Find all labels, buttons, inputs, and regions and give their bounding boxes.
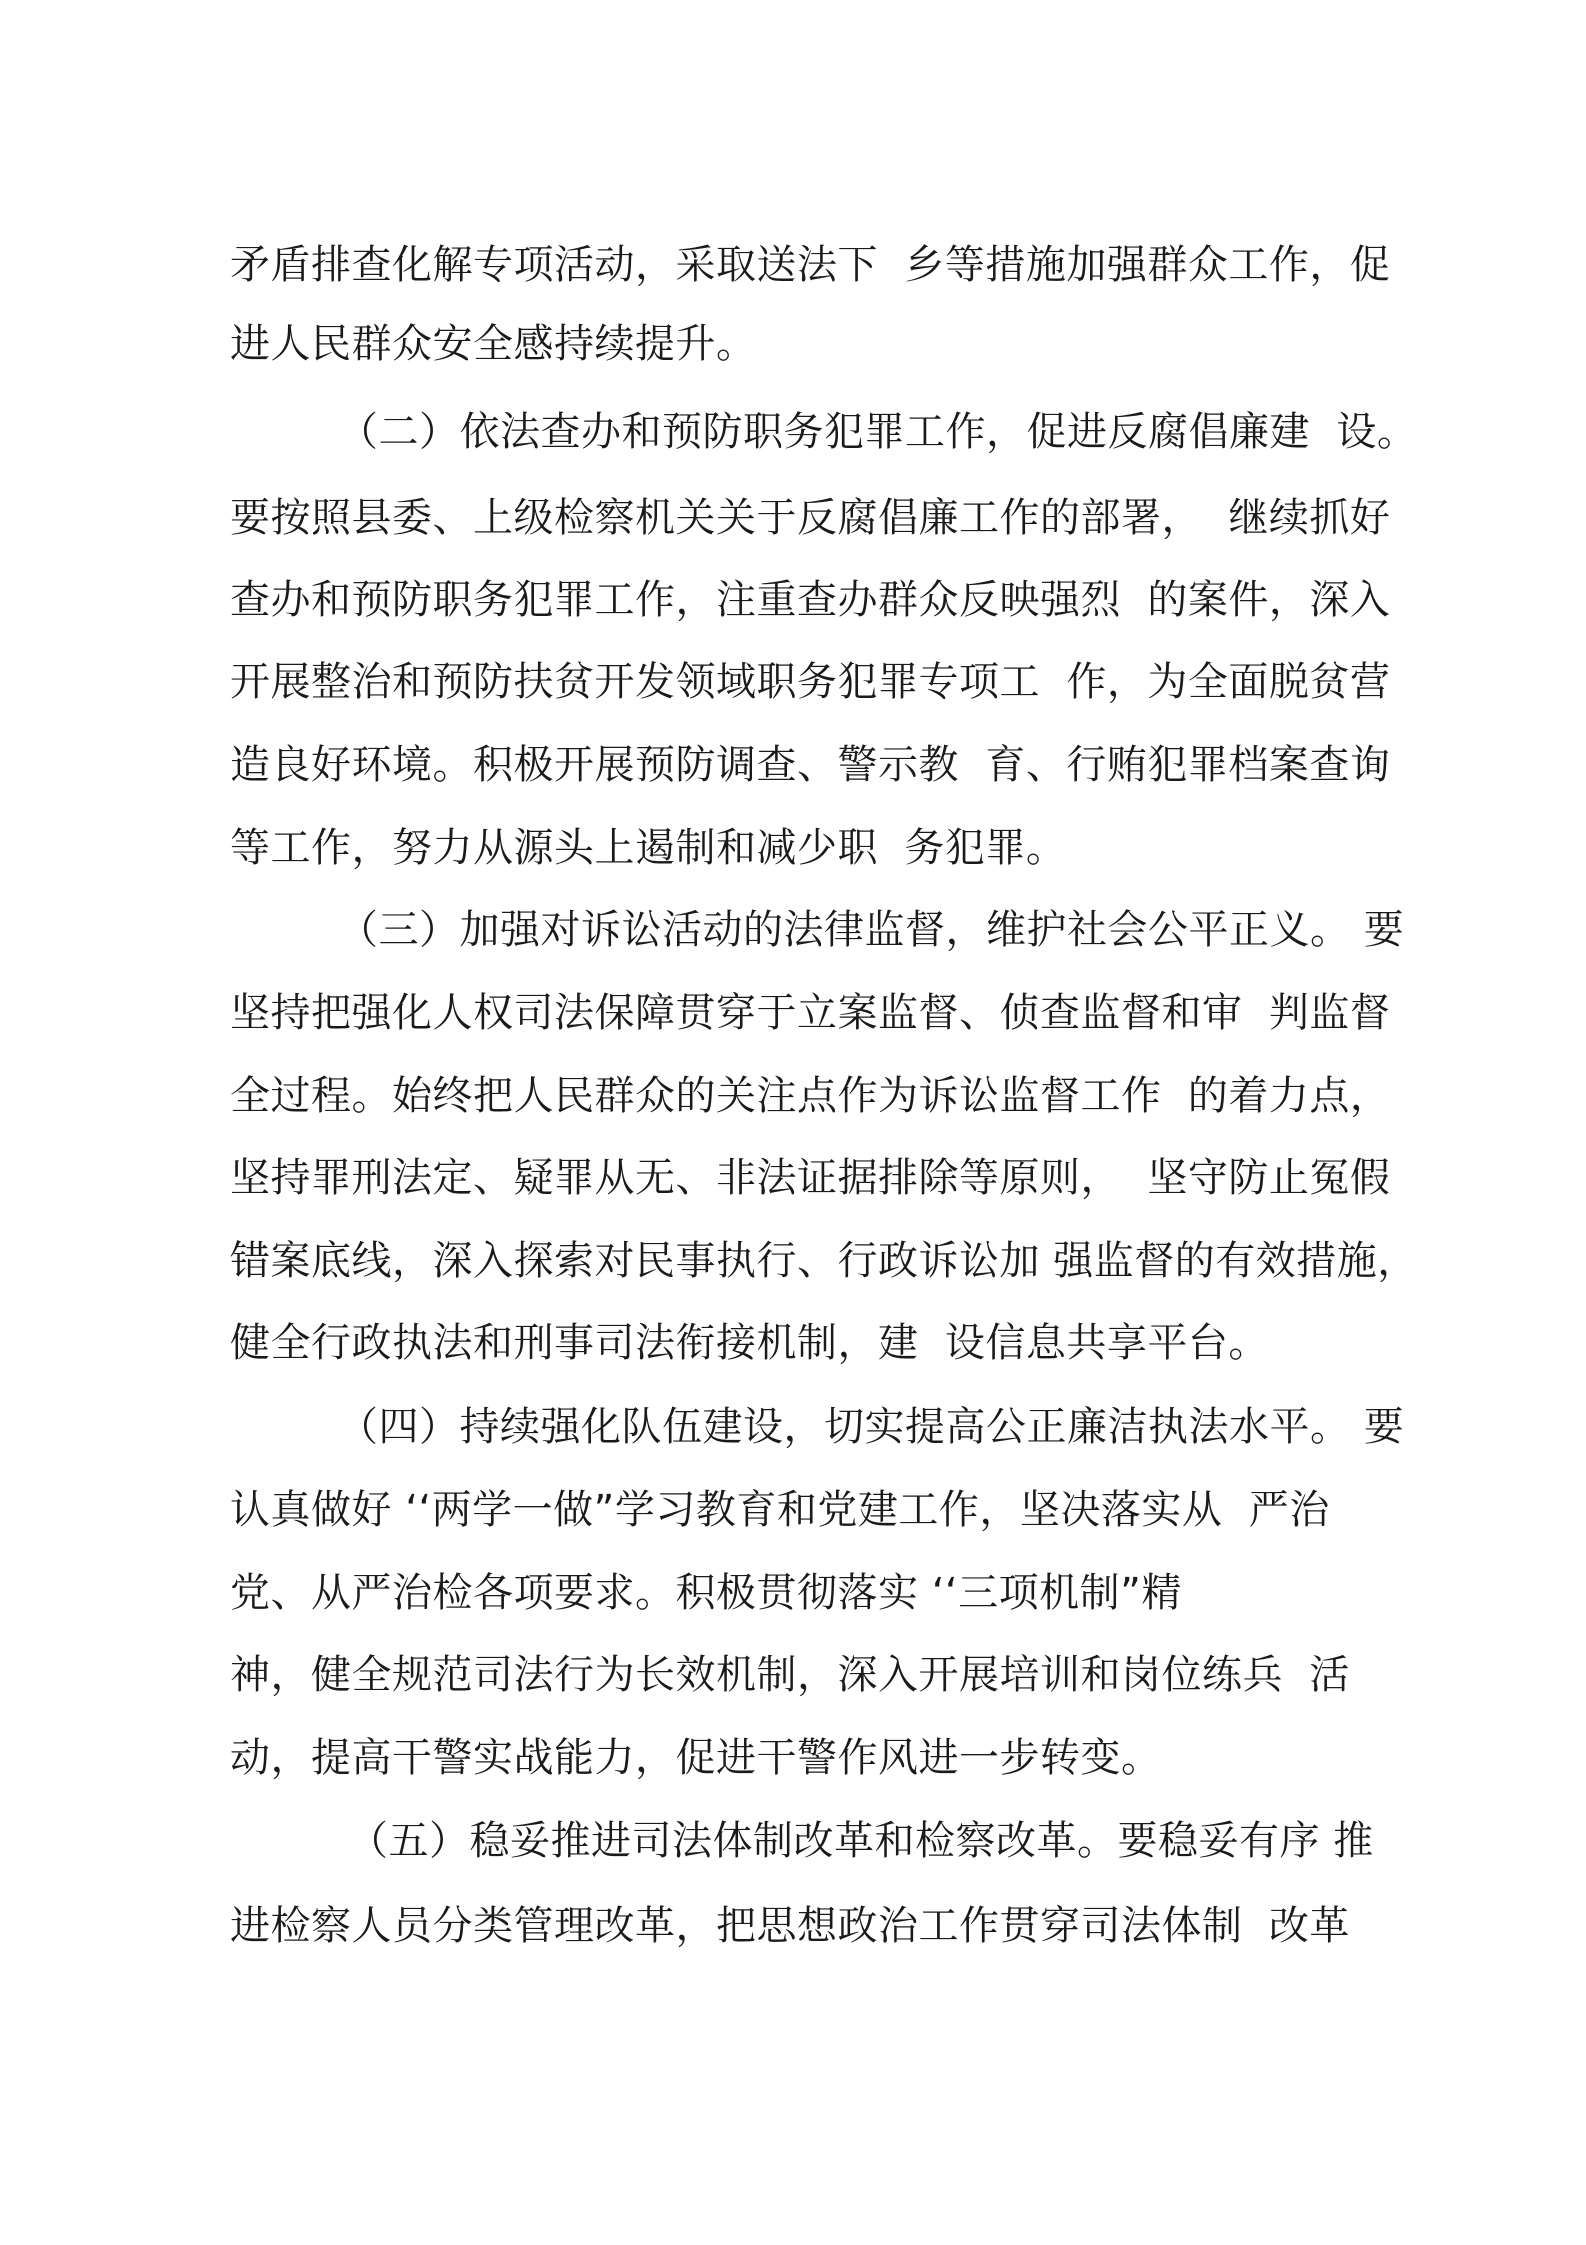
text-line-11: 全过程。始终把人民群众的关注点作为诉讼监督工作 的着力点， [230,1073,1391,1119]
text-line-9: （三）加强对诉讼活动的法律监督，维护社会公平正义。 要 [338,907,1405,953]
text-line-14: 健全行政执法和刑事司法衔接机制，建 设信息共享平台。 [230,1320,1269,1366]
text-line-16: 认真做好 ‘‘两学一做”学习教育和党建工作，坚决落实从 严治 [230,1487,1330,1533]
text-line-4: 要按照县委、上级检察机关关于反腐倡廉工作的部署， 继续抓好 [230,495,1391,541]
text-line-21: 进检察人员分类管理改革，把思想政治工作贯穿司法体制 改革 [230,1903,1350,1949]
text-line-6: 开展整治和预防扶贫开发领域职务犯罪专项工 作，为全面脱贫营 [230,659,1391,705]
text-line-3: （二）依法查办和预防职务犯罪工作，促进反腐倡廉建 设。 [338,409,1418,455]
text-line-1: 矛盾排查化解专项活动，采取送法下 乡等措施加强群众工作，促 [230,242,1391,288]
text-line-8: 等工作，努力从源头上遏制和减少职 务犯罪。 [230,825,1067,871]
text-line-13: 错案底线，深入探索对民事执行、行政诉讼加 强监督的有效措施， [230,1238,1418,1284]
text-line-10: 坚持把强化人权司法保障贯穿于立案监督、侦查监督和审 判监督 [230,990,1391,1036]
text-line-2: 进人民群众安全感持续提升。 [230,321,757,367]
text-line-20: （五）稳妥推进司法体制改革和检察改革。要稳妥有序 推 [348,1818,1374,1864]
text-line-7: 造良好环境。积极开展预防调查、警示教 育、行贿犯罪档案查询 [230,742,1391,788]
text-line-12: 坚持罪刑法定、疑罪从无、非法证据排除等原则， 坚守防止冤假 [230,1155,1391,1201]
text-line-19: 动，提高干警实战能力，促进干警作风进一步转变。 [230,1735,1162,1781]
text-line-17: 党、从严治检各项要求。积极贯彻落实 ‘‘三项机制”精 [230,1570,1182,1616]
text-line-5: 查办和预防职务犯罪工作，注重查办群众反映强烈 的案件，深入 [230,577,1391,623]
text-line-15: （四）持续强化队伍建设，切实提高公正廉洁执法水平。 要 [338,1404,1405,1450]
text-line-18: 神，健全规范司法行为长效机制，深入开展培训和岗位练兵 活 [230,1652,1350,1698]
